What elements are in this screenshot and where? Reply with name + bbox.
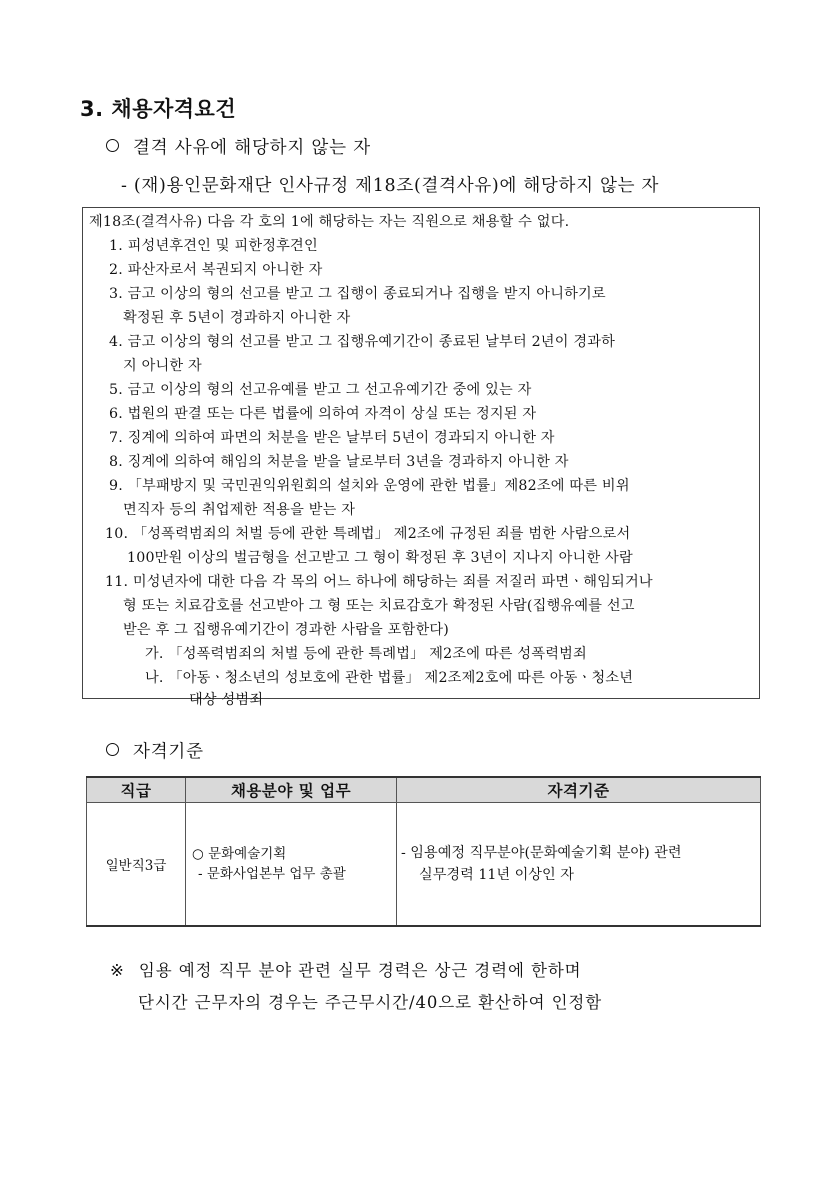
field-sub: - 문화사업본부 업무 총괄	[198, 866, 346, 882]
criteria-heading-text: 자격기준	[133, 742, 204, 762]
item-text: 금고 이상의 형의 선고를 받고 그 집행이 종료되거나 집행을 받지 아니하기로	[127, 286, 606, 302]
sub-item-text: 「아동ㆍ청소년의 성보호에 관한 법률」 제2조제2호에 따른 아동ㆍ청소년	[168, 670, 634, 686]
legal-text-box	[82, 207, 760, 708]
article-intro	[89, 211, 569, 231]
item-text: 파산자로서 복권되지 아니한 자	[127, 262, 323, 278]
list-item	[109, 403, 536, 423]
item-text: 「성폭력범죄의 처벌 등에 관한 특례법」 제2조에 규정된 죄를 범한 사람으로서	[132, 526, 631, 542]
sub-item-label: 나.	[145, 670, 164, 686]
item-number: 4.	[109, 334, 123, 350]
item-text: 「부패방지 및 국민권익위원회의 설치와 운영에 관한 법률」제82조에 따른 비위	[127, 478, 630, 494]
article-label: 제18조(결격사유)	[89, 214, 203, 230]
item-continuation: 받은 후 그 집행유예기간이 경과한 사람을 포함한다)	[123, 622, 450, 638]
qualification-line: - 임용예정 직무분야(문화예술기획 분야) 관련	[401, 845, 682, 861]
sub-item-text: 「성폭력범죄의 처벌 등에 관한 특례법」 제2조에 따른 성폭력범죄	[168, 646, 587, 662]
item-continuation: 100만원 이상의 벌금형을 선고받고 그 형이 확정된 후 3년이 지나지 아니한 사람	[127, 550, 633, 566]
header-grade: 직급	[87, 777, 186, 803]
sub-item	[145, 643, 587, 663]
item-continuation: 면직자 등의 취업제한 적용을 받는 자	[123, 502, 356, 518]
item-text: 금고 이상의 형의 선고유예를 받고 그 선고유예기간 중에 있는 자	[127, 382, 532, 398]
list-item	[109, 427, 555, 447]
section-number: 3.	[80, 97, 104, 121]
disqualification-heading	[106, 134, 371, 159]
item-number: 11.	[105, 574, 129, 590]
qualification-line: 실무경력 11년 이상인 자	[419, 867, 574, 883]
sub-item-continuation: 대상 성범죄	[189, 692, 264, 708]
note-line-1	[110, 957, 582, 981]
item-number: 7.	[109, 430, 123, 446]
circle-bullet-icon	[106, 743, 119, 756]
table-header-row	[87, 777, 761, 803]
cell-qualification	[397, 803, 761, 927]
list-item	[109, 331, 615, 351]
list-item	[109, 283, 606, 303]
item-text: 징계에 의하여 파면의 처분을 받은 날부터 5년이 경과되지 아니한 자	[127, 430, 555, 446]
note-symbol: ※	[110, 961, 125, 980]
item-text: 금고 이상의 형의 선고를 받고 그 집행유예기간이 종료된 날부터 2년이 경과하	[127, 334, 616, 350]
item-number: 1.	[109, 238, 123, 254]
item-continuation: 지 아니한 자	[123, 358, 202, 374]
disqualification-heading-text: 결격 사유에 해당하지 않는 자	[133, 138, 371, 158]
list-item	[109, 475, 630, 495]
criteria-heading	[106, 738, 204, 763]
item-text: 미성년자에 대한 다음 각 목의 어느 하나에 해당하는 죄를 저질러 파면ㆍ해임되거나	[132, 574, 653, 590]
item-number: 8.	[109, 454, 123, 470]
cell-grade	[87, 803, 186, 927]
sub-item-label: 가.	[145, 646, 164, 662]
header-field: 채용분야 및 업무	[186, 777, 397, 803]
note-text-1: 임용 예정 직무 분야 관련 실무 경력은 상근 경력에 한하며	[138, 961, 582, 980]
item-number: 2.	[109, 262, 123, 278]
section-title	[80, 93, 236, 123]
item-number: 9.	[109, 478, 123, 494]
cell-field	[186, 803, 397, 927]
item-number: 3.	[109, 286, 123, 302]
list-item	[109, 259, 323, 279]
item-number: 10.	[105, 526, 129, 542]
sub-item	[145, 667, 633, 687]
item-continuation: 확정된 후 5년이 경과하지 아니한 자	[123, 310, 351, 326]
item-text: 징계에 의하여 해임의 처분을 받을 날로부터 3년을 경과하지 아니한 자	[127, 454, 569, 470]
item-number: 6.	[109, 406, 123, 422]
list-item	[105, 571, 653, 591]
list-item	[109, 235, 318, 255]
item-text: 법원의 판결 또는 다른 법률에 의하여 자격이 상실 또는 정지된 자	[127, 406, 537, 422]
disqualification-sub: - (재)용인문화재단 인사규정 제18조(결격사유)에 해당하지 않는 자	[121, 176, 660, 196]
header-qualification: 자격기준	[397, 777, 761, 803]
note-line-2: 단시간 근무자의 경우는 주근무시간/40으로 환산하여 인정함	[138, 993, 603, 1012]
grade-text: 일반직3급	[105, 858, 167, 874]
field-main: ○ 문화예술기획	[192, 846, 287, 862]
article-intro-text: 다음 각 호의 1에 해당하는 자는 직원으로 채용할 수 없다.	[202, 214, 570, 230]
table-row	[87, 803, 761, 927]
circle-bullet-icon	[106, 139, 119, 152]
list-item	[109, 379, 532, 399]
item-number: 5.	[109, 382, 123, 398]
criteria-table	[86, 776, 761, 927]
list-item	[105, 523, 630, 543]
section-title-text: 채용자격요건	[111, 97, 237, 121]
item-continuation: 형 또는 치료감호를 선고받아 그 형 또는 치료감호가 확정된 사람(집행유예를 선고	[123, 598, 635, 614]
item-text: 피성년후견인 및 피한정후견인	[127, 238, 318, 254]
list-item	[109, 451, 569, 471]
